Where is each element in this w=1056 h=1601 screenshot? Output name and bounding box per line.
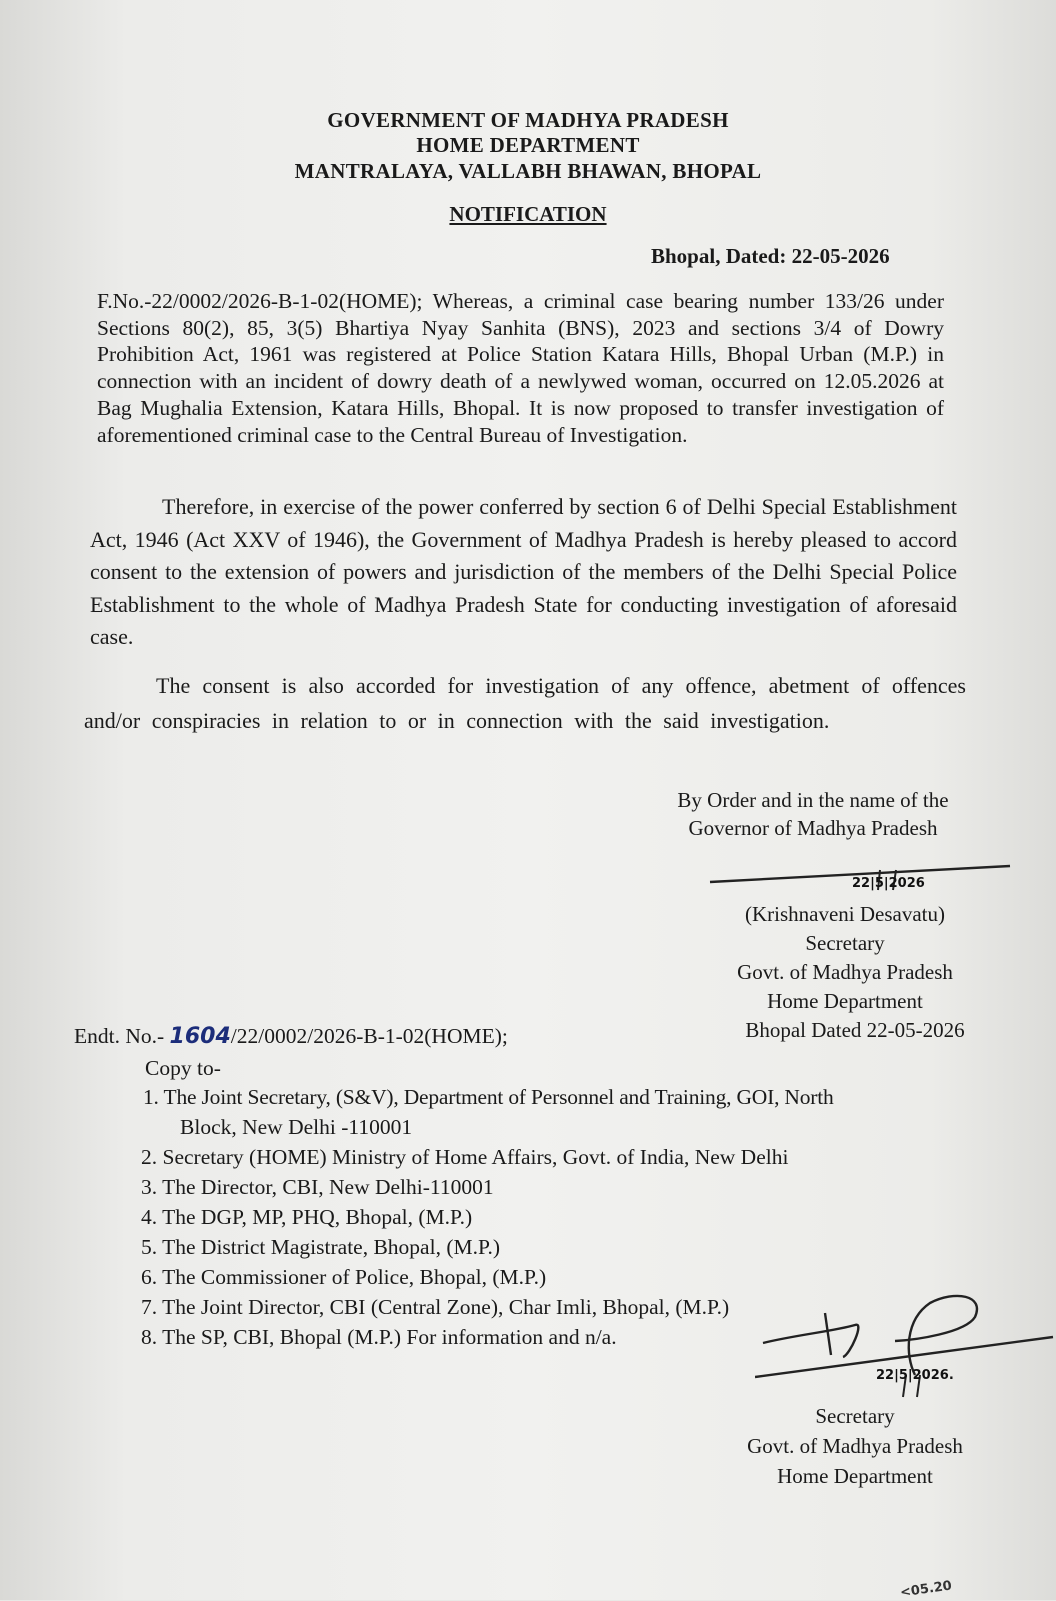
copy-item-7: 7. The Joint Director, CBI (Central Zone), Char Imli, Bhopal, (M.P.)	[141, 1295, 730, 1319]
endorsement-prefix: Endt. No.-	[74, 1024, 170, 1048]
copy-item-3: 3. The Director, CBI, New Delhi-110001	[141, 1175, 494, 1199]
copy-item-1: 1. The Joint Secretary, (S&V), Department of Personnel and Training, GOI, North	[143, 1085, 834, 1109]
endorsement-suffix: /22/0002/2026-B-1-02(HOME);	[230, 1024, 508, 1048]
endorsement-handwritten-number: 1604	[169, 1024, 231, 1049]
copy-item-2: 2. Secretary (HOME) Ministry of Home Affairs, Govt. of India, New Delhi	[141, 1145, 789, 1169]
document-title: NOTIFICATION	[449, 202, 607, 226]
paragraph-whereas: F.No.-22/0002/2026-B-1-02(HOME); Whereas, a criminal case bearing number 133/26 under Sections 80(2), 85, 3(5) Bhartiya Nyay Sanhita (BNS), 2023 and sections 3/4 of Dowry Prohibition Act, 1961 was registered at Police Station Katara Hills, Bhopal Urban (M.P.) in connection with an incident of dowry death of a newlywed woman, occurred on 12.05.2026 at Bag Mughalia Extension, Katara Hills, Bhopal. It is now proposed to transfer investigation of aforementioned criminal case to the Central Bureau of Investigation.	[97, 289, 944, 447]
copy-item-4: 4. The DGP, MP, PHQ, Bhopal, (M.P.)	[141, 1205, 473, 1229]
copy-item-6: 6. The Commissioner of Police, Bhopal, (M.P.)	[141, 1265, 547, 1289]
signatory-govt: Govt. of Madhya Pradesh	[737, 960, 953, 984]
header-address: MANTRALAYA, VALLABH BHAWAN, BHOPAL	[294, 159, 762, 183]
endorsement-number	[74, 1024, 508, 1049]
signatory-2-govt: Govt. of Madhya Pradesh	[747, 1434, 963, 1458]
copy-to-label: Copy to-	[145, 1056, 221, 1080]
signatory-dated: Bhopal Dated 22-05-2026	[745, 1018, 965, 1042]
notification-date: Bhopal, Dated: 22-05-2026	[651, 244, 890, 268]
header-department: HOME DEPARTMENT	[416, 133, 640, 157]
signatory-department: Home Department	[767, 989, 923, 1013]
signature-2-handwritten-date: 22|5|2026.	[876, 1368, 954, 1383]
copy-item-1-cont: Block, New Delhi -110001	[180, 1115, 413, 1139]
order-line-1: By Order and in the name of the	[677, 788, 949, 812]
corner-handwritten-date: <05.20	[899, 1578, 953, 1601]
signatory-2-designation: Secretary	[815, 1404, 895, 1428]
signatory-2-department: Home Department	[777, 1464, 933, 1488]
paragraph-consent: The consent is also accorded for investigation of any offence, abetment of offences and/or conspiracies in relation to or in connection with the said investigation.	[84, 673, 966, 733]
order-line-2: Governor of Madhya Pradesh	[688, 816, 938, 840]
signatory-name: (Krishnaveni Desavatu)	[744, 902, 945, 926]
copy-item-8: 8. The SP, CBI, Bhopal (M.P.) For information and n/a.	[141, 1325, 617, 1349]
header-government: GOVERNMENT OF MADHYA PRADESH	[327, 108, 729, 132]
signature-mark-2	[755, 1285, 1055, 1405]
signature-mark-1	[700, 840, 1020, 900]
signature-1-handwritten-date: 22|5|2026	[852, 876, 925, 891]
signatory-designation: Secretary	[805, 931, 885, 955]
paragraph-therefore: Therefore, in exercise of the power conferred by section 6 of Delhi Special Establishment Act, 1946 (Act XXV of 1946), the Government of Madhya Pradesh is hereby pleased to accord consent to the extension of powers and jurisdiction of the members of the Delhi Special Police Establishment to the whole of Madhya Pradesh State for conducting investigation of aforesaid case.	[90, 494, 957, 649]
copy-item-5: 5. The District Magistrate, Bhopal, (M.P.)	[141, 1235, 501, 1259]
